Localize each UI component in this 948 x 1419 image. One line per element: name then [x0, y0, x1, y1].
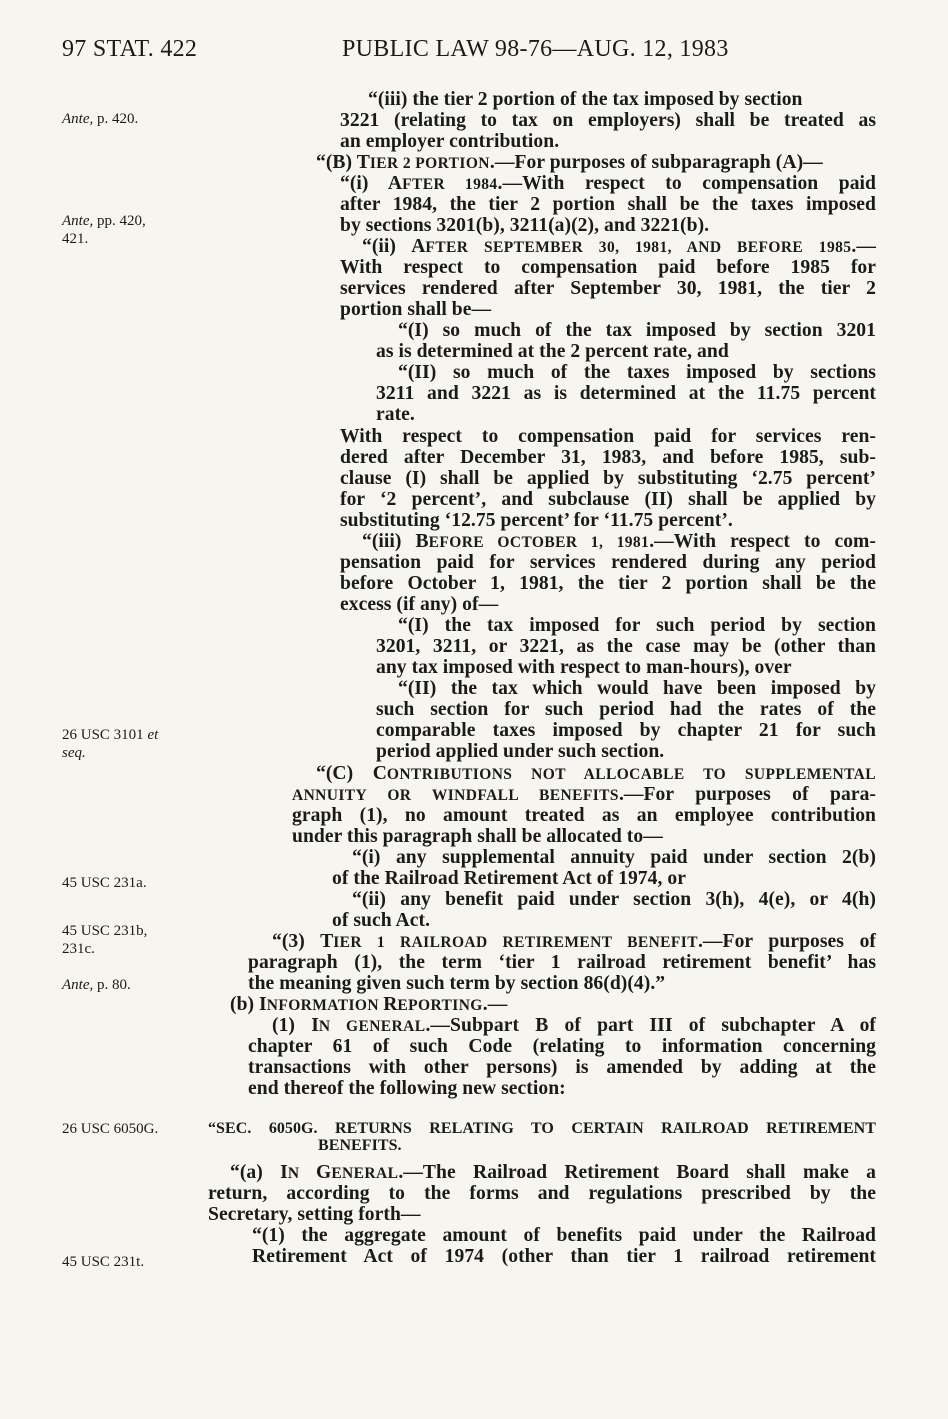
body-line: “(iii) the tier 2 portion of the tax imposed by section [368, 89, 803, 110]
body-line: “(3) TIER 1 RAILROAD RETIREMENT BENEFIT.—For purposes of [272, 931, 876, 952]
body-line: “(i) any supplemental annuity paid under section 2(b) [352, 847, 876, 868]
body-line: any tax imposed with respect to man-hours), over [376, 657, 792, 678]
body-line: for ‘2 percent’, and subclause (II) shall be applied by [340, 489, 876, 510]
body-line: period applied under such section. [376, 741, 665, 762]
body-line: of such Act. [332, 910, 431, 931]
body-line: With respect to compensation paid before 1985 for [340, 257, 876, 278]
stat-page-number: 97 STAT. 422 [62, 36, 198, 62]
body-line: ANNUITY OR WINDFALL BENEFITS.—For purposes of para- [292, 784, 876, 805]
body-line: substituting ‘12.75 percent’ for ‘11.75 percent’. [340, 510, 733, 531]
margin-note: 45 USC 231a. [62, 875, 147, 891]
body-line: With respect to compensation paid for services ren- [340, 426, 876, 447]
margin-note: Ante, p. 420. [62, 111, 139, 127]
margin-note: Ante, pp. 420, 421. [62, 213, 146, 247]
body-line: “(ii) AFTER SEPTEMBER 30, 1981, AND BEFORE 1985.— [362, 236, 876, 257]
body-line: “(B) TIER 2 PORTION.—For purposes of subparagraph (A)— [316, 152, 823, 173]
body-line: 3221 (relating to tax on employers) shall be treated as [340, 110, 876, 131]
body-line: 3201, 3211, or 3221, as the case may be (other than [376, 636, 876, 657]
body-line: by sections 3201(b), 3211(a)(2), and 3221(b). [340, 215, 710, 236]
margin-note: 26 USC 3101 et seq. [62, 727, 159, 761]
body-line: excess (if any) of— [340, 594, 499, 615]
margin-note: 45 USC 231t. [62, 1254, 145, 1270]
body-line: chapter 61 of such Code (relating to information concerning [248, 1036, 876, 1057]
body-line: before October 1, 1981, the tier 2 portion shall be the [340, 573, 876, 594]
body-line: “(II) so much of the taxes imposed by sections [398, 362, 876, 383]
body-line: comparable taxes imposed by chapter 21 for such [376, 720, 876, 741]
body-line: such section for such period had the rates of the [376, 699, 876, 720]
body-line: “(II) the tax which would have been imposed by [398, 678, 876, 699]
body-line: Secretary, setting forth— [208, 1204, 421, 1225]
body-line: “(I) the tax imposed for such period by section [398, 615, 876, 636]
body-line: an employer contribution. [340, 131, 560, 152]
margin-note: 26 USC 6050G. [62, 1121, 159, 1137]
body-line: graph (1), no amount treated as an employee contribution [292, 805, 876, 826]
body-line: Retirement Act of 1974 (other than tier 1 railroad retirement [252, 1246, 876, 1267]
body-line: rate. [376, 404, 415, 425]
body-line: return, according to the forms and regulations prescribed by the [208, 1183, 876, 1204]
body-line: clause (I) shall be applied by substituting ‘2.75 percent’ [340, 468, 876, 489]
body-line: “(1) the aggregate amount of benefits paid under the Railroad [252, 1225, 876, 1246]
section-heading: BENEFITS. [318, 1137, 402, 1154]
body-line: “(C) CONTRIBUTIONS NOT ALLOCABLE TO SUPPLEMENTAL [316, 763, 876, 784]
body-line: 3211 and 3221 as is determined at the 11.75 percent [376, 383, 876, 404]
body-line: paragraph (1), the term ‘tier 1 railroad retirement benefit’ has [248, 952, 876, 973]
body-line: dered after December 31, 1983, and before 1985, sub- [340, 447, 876, 468]
body-line: pensation paid for services rendered during any period [340, 552, 876, 573]
body-line: transactions with other persons) is amended by adding at the [248, 1057, 876, 1078]
section-heading: “SEC. 6050G. RETURNS RELATING TO CERTAIN RAILROAD RETIREMENT [208, 1120, 876, 1137]
body-line: after 1984, the tier 2 portion shall be the taxes imposed [340, 194, 876, 215]
body-line: end thereof the following new section: [248, 1078, 566, 1099]
body-line: as is determined at the 2 percent rate, and [376, 341, 729, 362]
body-line: “(ii) any benefit paid under section 3(h), 4(e), or 4(h) [352, 889, 876, 910]
body-line: “(iii) BEFORE OCTOBER 1, 1981.—With respect to com- [362, 531, 877, 552]
margin-note: Ante, p. 80. [62, 977, 131, 993]
margin-note: 45 USC 231b, 231c. [62, 923, 148, 957]
body-line: (b) INFORMATION REPORTING.— [230, 994, 508, 1015]
body-line: “(a) IN GENERAL.—The Railroad Retirement Board shall make a [230, 1162, 876, 1183]
body-line: portion shall be— [340, 299, 492, 320]
body-line: the meaning given such term by section 86(d)(4).” [248, 973, 666, 994]
body-line: services rendered after September 30, 1981, the tier 2 [340, 278, 876, 299]
body-line: “(i) AFTER 1984.—With respect to compensation paid [340, 173, 876, 194]
body-line: (1) IN GENERAL.—Subpart B of part III of subchapter A of [272, 1015, 876, 1036]
body-line: “(I) so much of the tax imposed by section 3201 [398, 320, 876, 341]
body-line: under this paragraph shall be allocated to— [292, 826, 663, 847]
body-line: of the Railroad Retirement Act of 1974, or [332, 868, 686, 889]
public-law-header: PUBLIC LAW 98-76—AUG. 12, 1983 [342, 36, 729, 62]
